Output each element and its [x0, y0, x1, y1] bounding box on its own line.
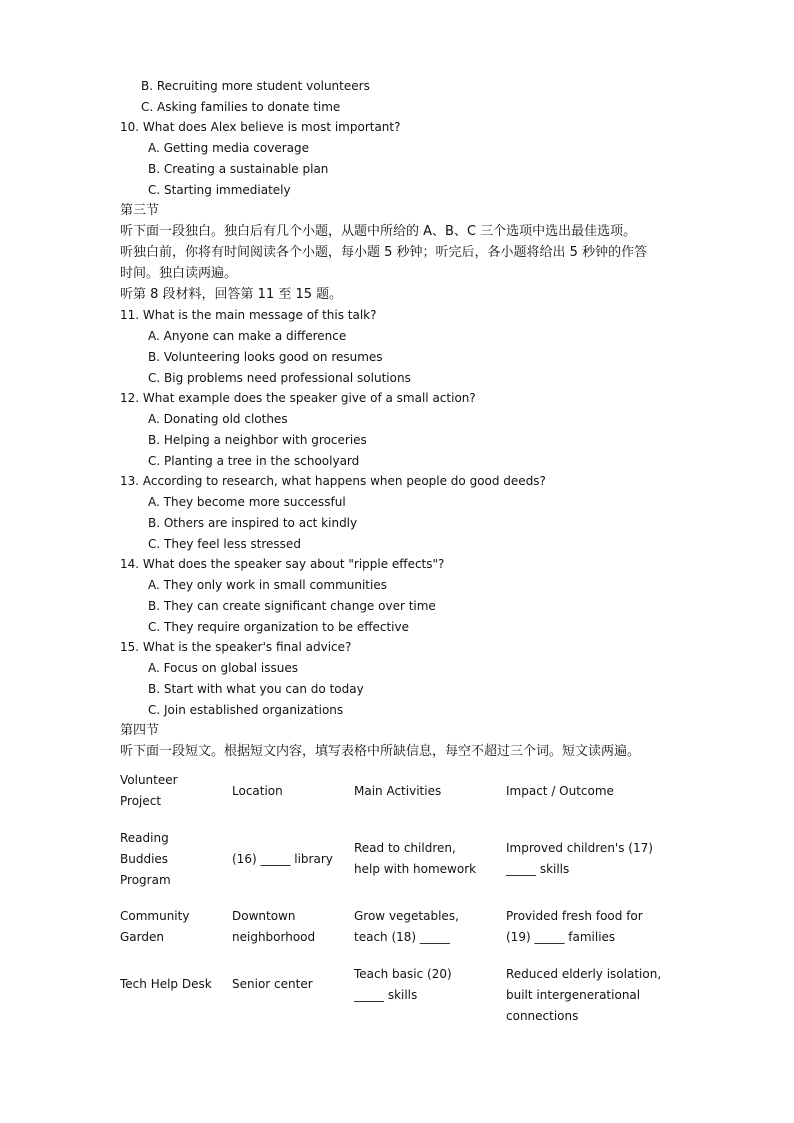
- q15-option-b: B. Start with what you can do today: [148, 682, 364, 696]
- q15-stem: 15. What is the speaker's final advice?: [120, 640, 352, 654]
- q13-option-a: A. They become more successful: [148, 495, 346, 509]
- table-row1-project: Reading Buddies Program: [120, 831, 171, 887]
- section3-material: 听第 8 段材料，回答第 11 至 15 题。: [120, 287, 343, 302]
- q15-option-c: C. Join established organizations: [148, 703, 344, 717]
- table-row2-location: Downtown neighborhood: [232, 909, 316, 944]
- q13-option-b: B. Others are inspired to act kindly: [148, 516, 358, 530]
- section3-title: 第三节: [120, 203, 160, 218]
- table-row1-activities: Read to children, help with homework: [354, 841, 477, 876]
- table-header-activities: Main Activities: [354, 784, 442, 798]
- q11-option-b: B. Volunteering looks good on resumes: [148, 350, 383, 364]
- q14-stem: 14. What does the speaker say about "ripple effects"?: [120, 557, 445, 571]
- q10-option-a: A. Getting media coverage: [148, 141, 309, 155]
- table-row3-location: Senior center: [232, 977, 313, 991]
- q10-stem: 10. What does Alex believe is most important?: [120, 120, 401, 134]
- q10-option-b: B. Creating a sustainable plan: [148, 162, 329, 176]
- table-row2-project: Community Garden: [120, 909, 190, 944]
- q12-option-c: C. Planting a tree in the schoolyard: [148, 454, 360, 468]
- q11-stem: 11. What is the main message of this talk?: [120, 308, 377, 322]
- q9-option-c: C. Asking families to donate time: [141, 100, 341, 114]
- q11-option-c: C. Big problems need professional solutions: [148, 371, 411, 385]
- q14-option-b: B. They can create significant change over time: [148, 599, 436, 613]
- q12-stem: 12. What example does the speaker give of a small action?: [120, 391, 476, 405]
- table-row3-project: Tech Help Desk: [120, 977, 212, 991]
- table-header-location: Location: [232, 784, 283, 798]
- q12-option-a: A. Donating old clothes: [148, 412, 288, 426]
- table-row1-location: (16) _____ library: [232, 852, 333, 866]
- q10-option-c: C. Starting immediately: [148, 183, 291, 197]
- q11-option-a: A. Anyone can make a difference: [148, 329, 347, 343]
- table-row1-impact: Improved children's (17) _____ skills: [506, 841, 653, 876]
- table-row3-impact: Reduced elderly isolation, built intergenerational connections: [506, 967, 662, 1023]
- table-row3-activities: Teach basic (20) _____ skills: [354, 967, 452, 1002]
- section4-instruction: 听下面一段短文。根据短文内容，填写表格中所缺信息，每空不超过三个词。短文读两遍。: [120, 744, 641, 759]
- q13-option-c: C. They feel less stressed: [148, 537, 301, 551]
- section3-instruction-3: 时间。独白读两遍。: [120, 266, 238, 281]
- q12-option-b: B. Helping a neighbor with groceries: [148, 433, 367, 447]
- section3-instruction-2: 听独白前，你将有时间阅读各个小题，每小题 5 秒钟；听完后，各小题将给出 5 秒钟的作答: [120, 245, 648, 260]
- q15-option-a: A. Focus on global issues: [148, 661, 298, 675]
- table-header-impact: Impact / Outcome: [506, 784, 614, 798]
- section4-title: 第四节: [120, 723, 160, 738]
- q13-stem: 13. According to research, what happens when people do good deeds?: [120, 474, 546, 488]
- table-row2-impact: Provided fresh food for (19) _____ families: [506, 909, 643, 944]
- q9-option-b: B. Recruiting more student volunteers: [141, 79, 370, 93]
- q14-option-c: C. They require organization to be effective: [148, 620, 409, 634]
- table-header-project: Volunteer Project: [120, 773, 178, 808]
- table-row2-activities: Grow vegetables, teach (18) _____: [354, 909, 459, 944]
- q14-option-a: A. They only work in small communities: [148, 578, 387, 592]
- section3-instruction-1: 听下面一段独白。独白后有几个小题，从题中所给的 A、B、C 三个选项中选出最佳选项。: [120, 224, 637, 239]
